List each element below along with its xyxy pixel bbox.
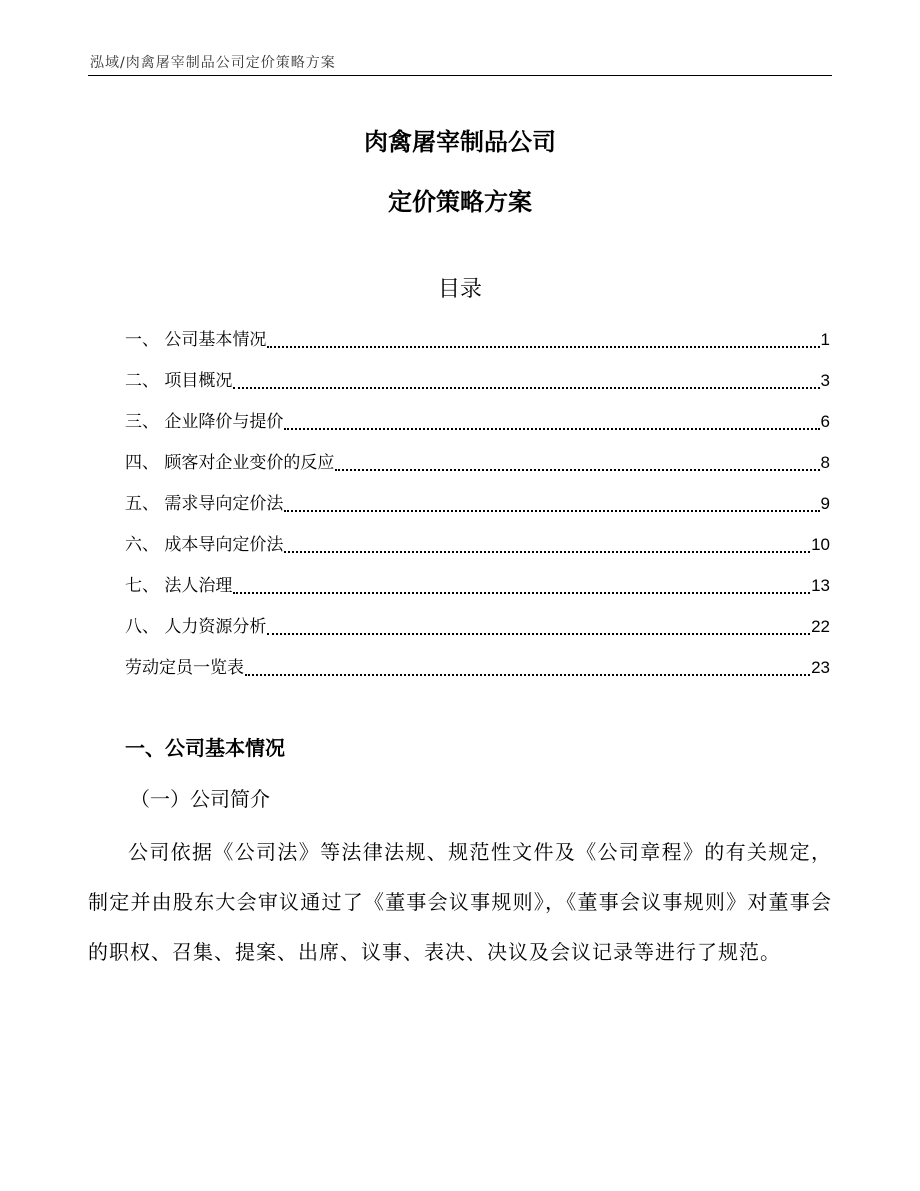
toc-leader-dots [284,510,819,512]
document-title: 肉禽屠宰制品公司 [364,128,556,156]
toc-entry[interactable] [125,523,830,564]
toc-entry-label: 六、 成本导向定价法 [125,535,284,555]
toc-entry-page: 1 [820,330,830,349]
toc-entry-label: 三、 企业降价与提价 [125,412,284,432]
toc-leader-dots [267,346,819,348]
toc-entry-page: 13 [811,576,830,595]
toc-leader-dots [284,551,810,553]
document-subtitle: 定价策略方案 [388,188,532,216]
toc-entry-page: 22 [811,617,830,636]
toc-entry[interactable] [125,318,830,359]
toc-leader-dots [233,592,810,594]
toc-leader-dots [267,633,810,635]
toc-entry[interactable] [125,400,830,441]
toc-entry[interactable] [125,605,830,646]
header-divider [88,75,832,76]
toc-entry[interactable] [125,441,830,482]
running-header: 泓域/肉禽屠宰制品公司定价策略方案 [90,55,336,71]
subsection-heading: （一）公司简介 [130,787,270,811]
section-heading: 一、公司基本情况 [125,736,285,760]
toc-leader-dots [284,428,819,430]
toc-entry[interactable] [125,564,830,605]
toc-entry-page: 8 [820,453,830,472]
toc-entry-label: 七、 法人治理 [125,576,233,596]
toc-entry-label: 一、 公司基本情况 [125,330,267,350]
toc-entry-label: 五、 需求导向定价法 [125,494,284,514]
toc-entry[interactable] [125,646,830,687]
toc-entry-label: 四、 顾客对企业变价的反应 [125,453,335,473]
toc-entry-page: 23 [811,658,830,677]
toc-leader-dots [233,387,819,389]
toc-entry-label: 八、 人力资源分析 [125,617,267,637]
toc-entry-page: 10 [811,535,830,554]
toc-leader-dots [335,469,819,471]
toc-entry-label: 二、 项目概况 [125,371,233,391]
toc-entry[interactable] [125,482,830,523]
toc-entry-page: 9 [820,494,830,513]
toc-leader-dots [245,674,810,676]
toc-entry-label: 劳动定员一览表 [125,658,244,678]
table-of-contents [125,318,830,687]
toc-entry-page: 3 [820,371,830,390]
toc-heading: 目录 [437,277,482,302]
body-paragraph: 公司依据《公司法》等法律法规、规范性文件及《公司章程》的有关规定，制定并由股东大会审议通过了《董事会议事规则》，《董事会议事规则》对董事会的职权、召集、提案、出席、议事、表决、决议及会议记录等进行了规范。 [88,840,832,964]
toc-entry-page: 6 [820,412,830,431]
toc-entry[interactable] [125,359,830,400]
